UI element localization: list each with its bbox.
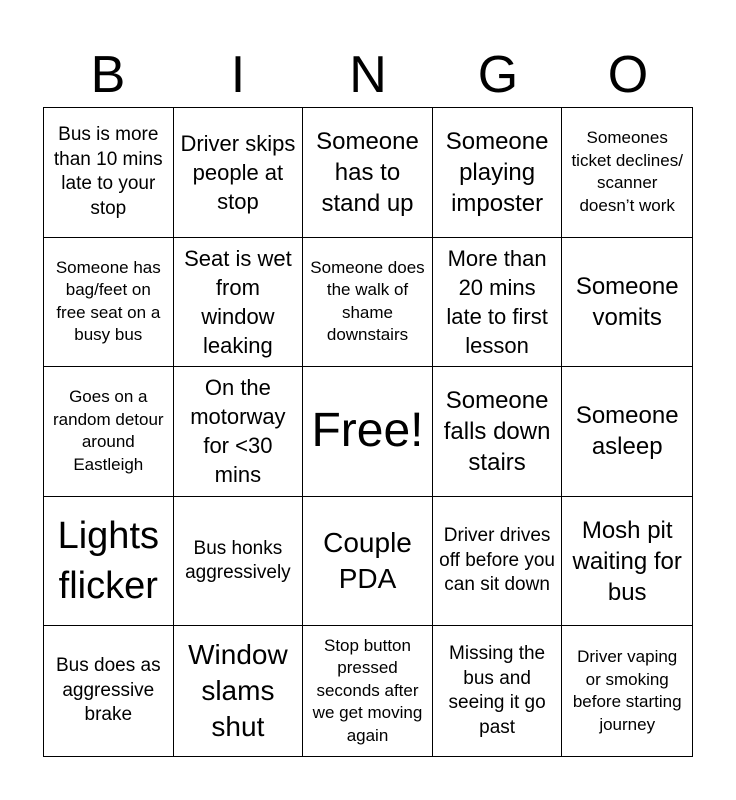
bingo-cell-text: Stop button pressed seconds after we get moving again: [312, 635, 423, 745]
bingo-cell[interactable]: [562, 367, 692, 497]
bingo-cell[interactable]: [174, 497, 304, 627]
bingo-cell-text: Someone asleep: [575, 402, 679, 461]
bingo-cell-text: Goes on a random detour around Eastleigh: [53, 387, 164, 474]
bingo-cell[interactable]: [562, 626, 692, 756]
bingo-cell-text: Driver skips people at stop: [180, 130, 296, 214]
header-letter-i: I: [230, 46, 246, 104]
bingo-cell[interactable]: [44, 238, 174, 368]
bingo-cell-text: Couple PDA: [323, 527, 412, 595]
bingo-cell[interactable]: [174, 367, 304, 497]
bingo-cell-text: Someone falls down stairs: [443, 386, 551, 476]
bingo-header: [43, 44, 693, 106]
header-letter-g: G: [477, 46, 519, 104]
bingo-cell-text: Lights flicker: [57, 515, 159, 608]
bingo-cell-text: Missing the bus and seeing it go past: [448, 643, 546, 738]
bingo-cell[interactable]: [44, 367, 174, 497]
header-letter-b: B: [90, 46, 126, 104]
bingo-cell[interactable]: [433, 238, 563, 368]
bingo-cell-text: Someones ticket declines/ scanner doesn’t work: [571, 128, 683, 215]
bingo-cell-text: Bus is more than 10 mins late to your stop: [53, 124, 163, 219]
bingo-cell[interactable]: [433, 108, 563, 238]
bingo-cell[interactable]: [562, 238, 692, 368]
bingo-cell-text: Bus honks aggressively: [185, 537, 291, 584]
bingo-cell-text: On the motorway for <30 mins: [190, 375, 286, 488]
bingo-cell[interactable]: [433, 497, 563, 627]
bingo-cell[interactable]: [44, 626, 174, 756]
bingo-cell[interactable]: [174, 626, 304, 756]
bingo-cell-text: Driver drives off before you can sit down: [439, 525, 556, 596]
bingo-cell[interactable]: [174, 108, 304, 238]
free-space-cell[interactable]: [303, 367, 433, 497]
bingo-cell[interactable]: [44, 497, 174, 627]
bingo-cell-text: Seat is wet from window leaking: [184, 245, 292, 358]
bingo-cell-text: Bus does as aggressive brake: [56, 655, 161, 726]
bingo-cell[interactable]: [433, 367, 563, 497]
bingo-cell[interactable]: [174, 238, 304, 368]
bingo-cell-text: Someone has to stand up: [316, 127, 419, 217]
header-letter-o: O: [607, 46, 649, 104]
bingo-cell[interactable]: [562, 497, 692, 627]
bingo-cell-text: Mosh pit waiting for bus: [572, 516, 682, 606]
bingo-cell[interactable]: [303, 238, 433, 368]
bingo-cell-text: Someone vomits: [575, 272, 679, 331]
bingo-cell[interactable]: [303, 626, 433, 756]
bingo-cell-text: Driver vaping or smoking before starting journey: [572, 647, 682, 734]
bingo-cell-text: Someone playing imposter: [445, 127, 549, 217]
header-letter-n: N: [349, 46, 387, 104]
bingo-cell-text: Someone does the walk of shame downstairs: [310, 257, 425, 345]
bingo-cell-text: Someone has bag/feet on free seat on a busy bus: [55, 257, 161, 345]
bingo-card-grid: [43, 107, 693, 757]
bingo-cell-text: Window slams shut: [188, 639, 288, 743]
bingo-cell-text: More than 20 mins late to first lesson: [446, 245, 548, 358]
bingo-cell[interactable]: [303, 497, 433, 627]
bingo-cell[interactable]: [562, 108, 692, 238]
free-space-text: Free!: [311, 404, 424, 458]
bingo-cell[interactable]: [303, 108, 433, 238]
bingo-cell[interactable]: [433, 626, 563, 756]
bingo-cell[interactable]: [44, 108, 174, 238]
